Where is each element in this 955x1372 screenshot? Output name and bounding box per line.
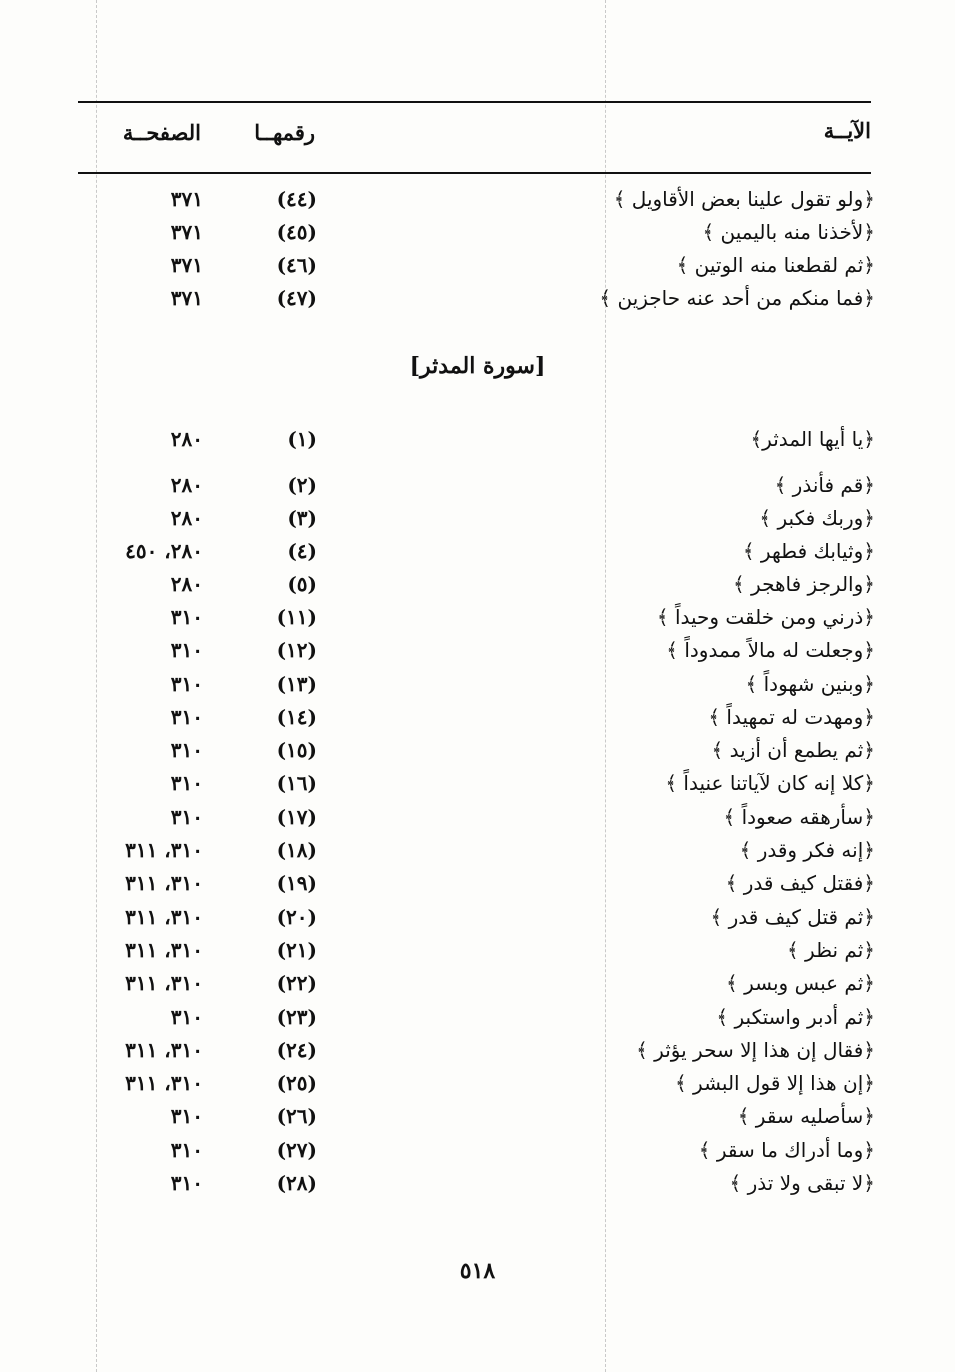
verse-number: (٢٣) xyxy=(276,1005,317,1029)
verse-number: (٢٨) xyxy=(276,1171,317,1195)
index-row xyxy=(0,635,955,665)
page-reference: ٣١٠، ٣١١ xyxy=(125,971,203,995)
page-reference: ٢٨٠، ٤٥٠ xyxy=(125,539,203,563)
index-row xyxy=(0,217,955,247)
index-row xyxy=(0,250,955,280)
page-reference: ٣١٠ xyxy=(170,1104,203,1128)
verse-text: ﴿ثم عبس وبسر ﴾ xyxy=(726,971,875,995)
index-row xyxy=(0,1002,955,1032)
verse-text: ﴿إن هذا إلا قول البشر ﴾ xyxy=(674,1071,875,1095)
index-row xyxy=(0,602,955,632)
verse-number: (١٤) xyxy=(276,705,317,729)
page-reference: ٣١٠ xyxy=(170,1171,203,1195)
verse-text: ﴿ثم قتل كيف قدر ﴾ xyxy=(710,905,875,929)
verse-number: (٢٧) xyxy=(276,1138,317,1162)
verse-number: (٢٥) xyxy=(276,1071,317,1095)
page-reference: ٢٨٠ xyxy=(170,427,203,451)
verse-number: (١٥) xyxy=(276,738,317,762)
verse-text: ﴿لا تبقى ولا تذر ﴾ xyxy=(729,1171,875,1195)
header-bottom-rule xyxy=(78,172,871,174)
index-row xyxy=(0,1101,955,1131)
surah-title: [سورة المدثر] xyxy=(409,353,546,379)
verse-number: (١٦) xyxy=(276,771,317,795)
index-row xyxy=(0,1135,955,1165)
header-top-rule xyxy=(78,101,871,103)
index-row xyxy=(0,283,955,313)
index-row xyxy=(0,835,955,865)
verse-text: ﴿فقتل كيف قدر ﴾ xyxy=(725,871,875,895)
verse-text: ﴿يا أيها المدثر﴾ xyxy=(750,427,875,451)
page-reference: ٣٧١ xyxy=(170,187,203,211)
verse-number: (١) xyxy=(287,427,317,451)
verse-text: ﴿ثم نظر ﴾ xyxy=(786,938,875,962)
verse-text: ﴿ذرني ومن خلقت وحيداً ﴾ xyxy=(656,605,875,629)
verse-text: ﴿ثم يطمع أن أزيد ﴾ xyxy=(711,738,875,762)
index-row xyxy=(0,536,955,566)
verse-number: (٤٦) xyxy=(276,253,317,277)
page-reference: ٣١٠ xyxy=(170,705,203,729)
verse-text: ﴿سأرهقه صعوداً ﴾ xyxy=(723,805,875,829)
verse-text: ﴿ثم لقطعنا منه الوتين ﴾ xyxy=(676,253,875,277)
verse-number: (٤٧) xyxy=(276,286,317,310)
page-reference: ٣١٠ xyxy=(170,771,203,795)
index-row xyxy=(0,1035,955,1065)
verse-number: (١٨) xyxy=(276,838,317,862)
index-row xyxy=(0,768,955,798)
verse-text: ﴿وجعلت له مالاً ممدوداً ﴾ xyxy=(666,638,875,662)
verse-text: ﴿لأخذنا منه باليمين ﴾ xyxy=(702,220,875,244)
verse-text: ﴿فما منكم من أحد عنه حاجزين ﴾ xyxy=(599,286,875,310)
index-row xyxy=(0,184,955,214)
page-reference: ٢٨٠ xyxy=(170,473,203,497)
verse-text: ﴿سأصليه سقر ﴾ xyxy=(737,1104,875,1128)
verse-text: ﴿ثم أدبر واستكبر ﴾ xyxy=(716,1005,875,1029)
verse-number: (١٢) xyxy=(276,638,317,662)
index-row xyxy=(0,802,955,832)
index-row xyxy=(0,902,955,932)
index-row xyxy=(0,1068,955,1098)
page-reference: ٣١٠، ٣١١ xyxy=(125,938,203,962)
page-reference: ٣٧١ xyxy=(170,253,203,277)
verse-text: ﴿وما أدراك ما سقر ﴾ xyxy=(698,1138,875,1162)
verse-number: (٢٠) xyxy=(276,905,317,929)
page-reference: ٣٧١ xyxy=(170,220,203,244)
verse-number: (٤) xyxy=(287,539,317,563)
page-reference: ٣٧١ xyxy=(170,286,203,310)
index-row xyxy=(0,424,955,454)
index-row xyxy=(0,935,955,965)
page-reference: ٣١٠، ٣١١ xyxy=(125,905,203,929)
verse-number: (٢١) xyxy=(276,938,317,962)
index-row xyxy=(0,735,955,765)
verse-number: (٢٦) xyxy=(276,1104,317,1128)
index-row xyxy=(0,968,955,998)
verse-text: ﴿فقال إن هذا إلا سحر يؤثر ﴾ xyxy=(636,1038,875,1062)
index-row xyxy=(0,503,955,533)
verse-text: ﴿وثيابك فطهر ﴾ xyxy=(742,539,875,563)
verse-number: (٥) xyxy=(287,572,317,596)
page-number: ٥١٨ xyxy=(459,1258,496,1284)
page-reference: ٣١٠ xyxy=(170,1138,203,1162)
page-reference: ٣١٠ xyxy=(170,1005,203,1029)
verse-text: ﴿وبنين شهوداً ﴾ xyxy=(745,672,875,696)
verse-number: (١١) xyxy=(276,605,317,629)
verse-text: ﴿إنه فكر وقدر ﴾ xyxy=(739,838,875,862)
verse-text: ﴿قم فأنذر ﴾ xyxy=(774,473,875,497)
verse-number: (٣) xyxy=(287,506,317,530)
verse-text: ﴿ولو تقول علينا بعض الأقاويل ﴾ xyxy=(613,187,875,211)
verse-text: ﴿والرجز فاهجر ﴾ xyxy=(732,572,875,596)
page-reference: ٣١٠ xyxy=(170,605,203,629)
page-reference: ٣١٠ xyxy=(170,672,203,696)
index-row xyxy=(0,1168,955,1198)
verse-number: (١٩) xyxy=(276,871,317,895)
page-reference: ٣١٠، ٣١١ xyxy=(125,1071,203,1095)
page-reference: ٣١٠ xyxy=(170,738,203,762)
verse-text: ﴿وربك فكبر ﴾ xyxy=(759,506,875,530)
index-row xyxy=(0,702,955,732)
page-reference: ٣١٠، ٣١١ xyxy=(125,1038,203,1062)
column-header-ayah: الآيــة xyxy=(823,118,871,143)
page-reference: ٣١٠، ٣١١ xyxy=(125,871,203,895)
index-row xyxy=(0,669,955,699)
verse-number: (٢) xyxy=(287,473,317,497)
verse-number: (٤٥) xyxy=(276,220,317,244)
index-row xyxy=(0,868,955,898)
verse-text: ﴿ومهدت له تمهيداً ﴾ xyxy=(708,705,875,729)
verse-text: ﴿كلا إنه كان لآياتنا عنيداً ﴾ xyxy=(665,771,875,795)
verse-number: (٢٤) xyxy=(276,1038,317,1062)
verse-number: (١٣) xyxy=(276,672,317,696)
column-header-page: الصفحــة xyxy=(122,120,201,145)
column-header-number: رقمهــا xyxy=(254,120,315,145)
index-row xyxy=(0,569,955,599)
page-reference: ٣١٠، ٣١١ xyxy=(125,838,203,862)
verse-number: (١٧) xyxy=(276,805,317,829)
page-reference: ٢٨٠ xyxy=(170,572,203,596)
page-reference: ٣١٠ xyxy=(170,805,203,829)
page-reference: ٢٨٠ xyxy=(170,506,203,530)
page-reference: ٣١٠ xyxy=(170,638,203,662)
index-row xyxy=(0,470,955,500)
verse-number: (٢٢) xyxy=(276,971,317,995)
verse-number: (٤٤) xyxy=(276,187,317,211)
